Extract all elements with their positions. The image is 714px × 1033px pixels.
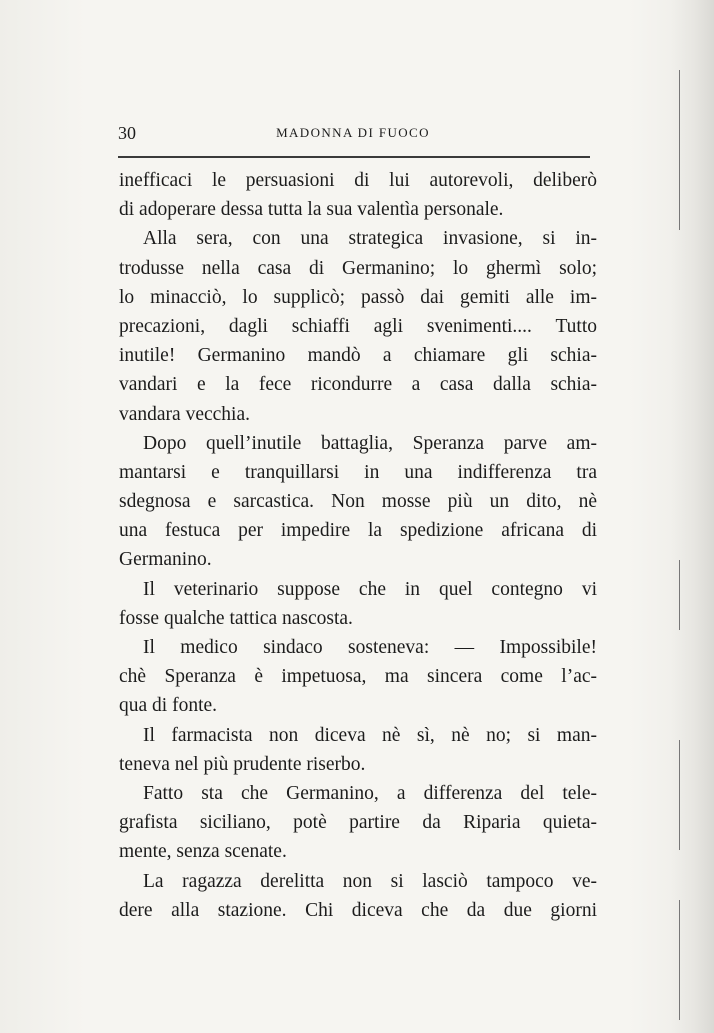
text-line: qua di fonte.	[119, 695, 218, 717]
text-line: inutile! Germanino mandò a chiamare gli schia-	[119, 345, 597, 367]
text-line: Il medico sindaco sosteneva: — Impossibile!	[143, 637, 597, 658]
text-line: grafista siciliano, potè partire da Riparia quieta-	[119, 812, 597, 834]
page-number: 30	[118, 123, 136, 143]
text-line: inefficaci le persuasioni di lui autorevoli, deliberò	[119, 170, 597, 191]
header-rule	[118, 156, 590, 158]
text-line: sdegnosa e sarcastica. Non mosse più un dito, nè	[119, 491, 597, 513]
text-line: vandara vecchia.	[119, 403, 250, 425]
text-line: lo minacciò, lo supplicò; passò dai gemiti alle im-	[119, 286, 597, 308]
text-line: Germanino.	[119, 549, 212, 571]
text-line: teneva nel più prudente riserbo.	[119, 753, 366, 775]
text-line: fosse qualche tattica nascosta.	[119, 607, 353, 629]
page-header	[118, 121, 588, 145]
text-line: Dopo quell’inutile battaglia, Speranza parve am-	[143, 432, 597, 454]
text-line: Fatto sta che Germanino, a differenza del tele-	[143, 782, 597, 804]
text-line: una festuca per impedire la spedizione africana di	[119, 520, 597, 542]
text-line: di adoperare dessa tutta la sua valentìa personale.	[119, 199, 504, 221]
text-line: Il veterinario suppose che in quel contegno vi	[143, 578, 597, 600]
text-line: mente, senza scenate.	[119, 841, 287, 863]
page-edge-mark	[679, 740, 680, 850]
body-text	[119, 166, 597, 925]
page-gutter-shadow	[670, 0, 714, 1033]
running-title: MADONNA DI FUOCO	[276, 125, 430, 140]
text-line: La ragazza derelitta non si lasciò tampoco ve-	[143, 870, 597, 892]
text-line: vandari e la fece ricondurre a casa dalla schia-	[119, 374, 597, 396]
text-line: Alla sera, con una strategica invasione, si in-	[143, 228, 597, 250]
text-line: chè Speranza è impetuosa, ma sincera come l’ac-	[119, 666, 597, 688]
text-line: dere alla stazione. Chi diceva che da due giorni	[119, 899, 597, 921]
text-line: Il farmacista non diceva nè sì, nè no; si man-	[143, 724, 597, 746]
text-line: mantarsi e tranquillarsi in una indifferenza tra	[119, 461, 597, 483]
text-line: trodusse nella casa di Germanino; lo ghermì solo;	[119, 257, 597, 279]
text-line: precazioni, dagli schiaffi agli svenimenti.... Tutto	[119, 315, 597, 337]
page-edge-mark	[679, 70, 680, 230]
page-edge-mark	[679, 560, 680, 630]
page-edge-mark	[679, 900, 680, 1020]
